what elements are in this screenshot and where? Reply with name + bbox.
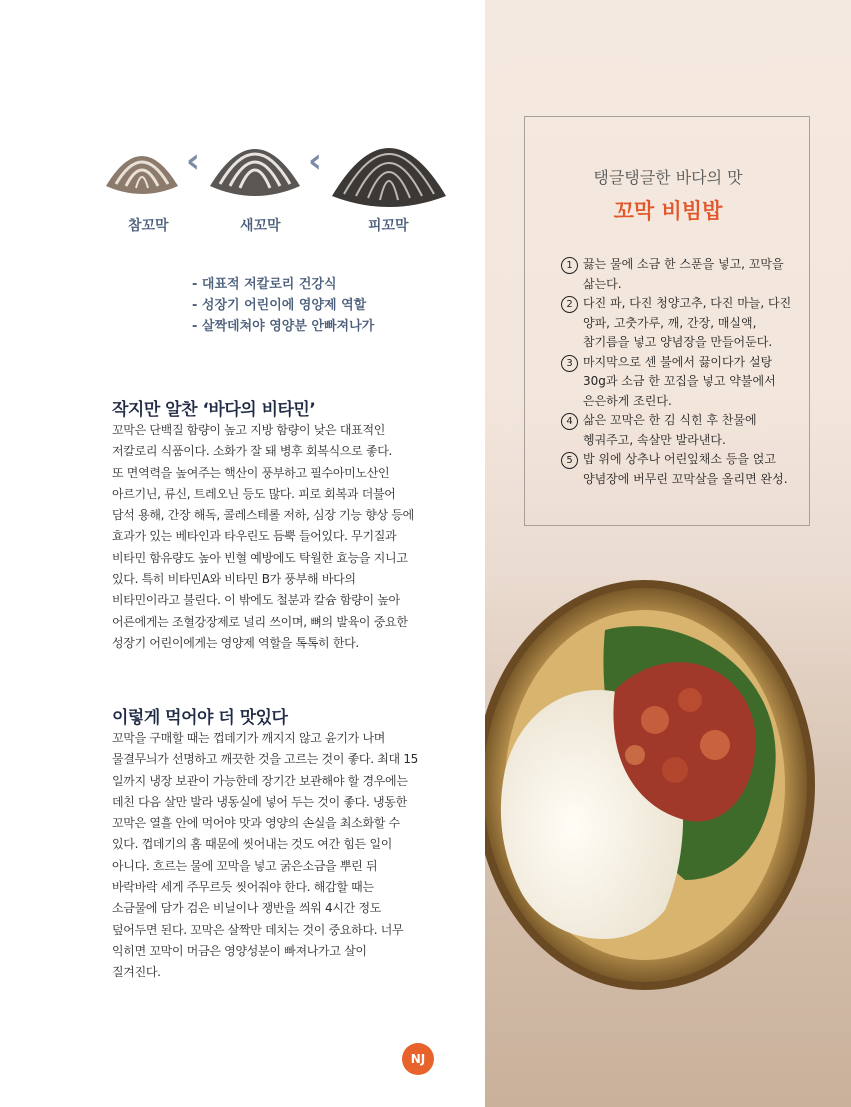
- step-line: 삶은 꼬막은 한 김 식힌 후 찬물에: [583, 413, 757, 427]
- key-facts: [192, 274, 374, 337]
- body-line: 꼬막은 단백질 함량이 높고 지방 함량이 낮은 대표적인: [112, 423, 386, 437]
- body-line: 물결무늬가 선명하고 깨끗한 것을 고르는 것이 좋다. 최대 15: [112, 752, 419, 767]
- step-line: 삶는다.: [583, 276, 622, 291]
- step-line: 30g과 소금 한 꼬집을 넣고 약불에서: [583, 374, 776, 388]
- body-line: 있다. 껍데기의 홈 때문에 씻어내는 것도 여간 힘든 일이: [112, 837, 393, 852]
- body-line: 바락바락 세게 주무르듯 씻어줘야 한다. 해감할 때는: [112, 880, 374, 895]
- clam-label-medium: 새꼬막: [240, 218, 281, 234]
- section1-title: 작지만 알찬 ‘바다의 비타민’: [112, 400, 316, 420]
- step-line: 양파, 고춧가루, 깨, 간장, 매실액,: [583, 315, 757, 330]
- chevron-left-icon: ‹: [186, 141, 201, 181]
- step-line: 참기름을 넣고 양념장을 만들어둔다.: [583, 335, 773, 349]
- body-line: 덮어두면 된다. 꼬막은 살짝만 데치는 것이 중요하다. 너무: [112, 922, 404, 937]
- step-line: 마지막으로 센 불에서 끓이다가 설탕: [583, 354, 773, 369]
- body-line: 데친 다음 살만 발라 냉동실에 넣어 두는 것이 좋다. 냉동한: [112, 794, 407, 809]
- recipe-step: [561, 255, 801, 294]
- large-clam-icon: [328, 118, 450, 214]
- recipe-title: 꼬막 비빔밥: [613, 199, 723, 223]
- step-number: 2: [561, 296, 578, 313]
- clam-label-large: 피꼬막: [368, 218, 409, 234]
- recipe-step: [561, 411, 801, 450]
- medium-clam-icon: [206, 124, 304, 202]
- body-line: 성장기 어린이에게는 영양제 역할을 톡톡히 한다.: [112, 635, 359, 650]
- fact-item: - 대표적 저칼로리 건강식: [192, 277, 337, 292]
- step-number: 5: [561, 452, 578, 469]
- step-line: 양념장에 버무린 꼬막살을 올리면 완성.: [583, 471, 788, 486]
- body-line: 비타민 함유량도 높아 빈혈 예방에도 탁월한 효능을 지니고: [112, 550, 408, 565]
- fact-item: - 살짝데쳐야 영양분 안빠져나가: [192, 319, 375, 334]
- recipe-step: [561, 450, 801, 489]
- body-line: 일까지 냉장 보관이 가능한데 장기간 보관해야 할 경우에는: [112, 773, 408, 788]
- step-number: 3: [561, 355, 578, 372]
- recipe-box: [524, 116, 810, 526]
- body-line: 꼬막을 구매할 때는 껍데기가 깨지지 않고 윤기가 나며: [112, 731, 386, 745]
- clam-label-small: 참꼬막: [128, 218, 169, 234]
- body-line: 익히면 꼬막이 머금은 영양성분이 빠져나가고 살이: [112, 943, 367, 958]
- fact-item: - 성장기 어린이에 영양제 역할: [192, 298, 367, 313]
- body-line: 저칼로리 식품이다. 소화가 잘 돼 병후 회복식으로 좋다.: [112, 444, 393, 459]
- body-line: 꼬막은 열흘 안에 먹어야 맛과 영양의 손실을 최소화할 수: [112, 816, 400, 831]
- section2-body: [112, 728, 432, 984]
- recipe-step: [561, 294, 801, 353]
- body-line: 질겨진다.: [112, 965, 161, 980]
- step-line: 밥 위에 상추나 어린잎채소 등을 얹고: [583, 452, 776, 466]
- body-line: 효과가 있는 베타인과 타우린도 듬뿍 들어있다. 무기질과: [112, 529, 397, 544]
- step-number: 4: [561, 413, 578, 430]
- body-line: 있다. 특히 비타민A와 비타민 B가 풍부해 바다의: [112, 572, 356, 587]
- recipe-steps: [561, 255, 801, 489]
- body-line: 담석 용해, 간장 해독, 콜레스테롤 저하, 심장 기능 향상 등에: [112, 508, 414, 523]
- body-line: 소금물에 담가 검은 비닐이나 쟁반을 씌워 4시간 정도: [112, 901, 382, 916]
- clam-comparison: [100, 118, 450, 248]
- body-line: 비타민이라고 불린다. 이 밖에도 철분과 칼슘 함량이 높아: [112, 593, 400, 608]
- step-line: 다진 파, 다진 청양고추, 다진 마늘, 다진: [583, 296, 792, 310]
- step-line: 끓는 물에 소금 한 스푼을 넣고, 꼬막을: [583, 257, 784, 271]
- step-line: 은은하게 조린다.: [583, 393, 672, 408]
- body-line: 어른에게는 조혈강장제로 널리 쓰이며, 뼈의 발육이 중요한: [112, 614, 408, 629]
- chevron-left-icon: ‹: [308, 141, 323, 181]
- body-line: 또 면역력을 높여주는 핵산이 풍부하고 필수아미노산인: [112, 465, 390, 480]
- small-clam-icon: [102, 136, 182, 198]
- nj-logo-badge: NJ: [402, 1043, 434, 1075]
- step-line: 헹궈주고, 속살만 발라낸다.: [583, 432, 726, 447]
- step-number: 1: [561, 257, 578, 274]
- section1-body: [112, 420, 432, 654]
- recipe-step: [561, 353, 801, 412]
- body-line: 아르기닌, 류신, 트레오닌 등도 많다. 피로 회복과 더불어: [112, 486, 396, 501]
- section2-title: 이렇게 먹어야 더 맛있다: [112, 708, 288, 728]
- bibimbap-bowl-image: [485, 580, 851, 1000]
- recipe-subtitle: 탱글탱글한 바다의 맛: [593, 168, 743, 187]
- body-line: 아니다. 흐르는 물에 꼬막을 넣고 굵은소금을 뿌린 뒤: [112, 858, 378, 873]
